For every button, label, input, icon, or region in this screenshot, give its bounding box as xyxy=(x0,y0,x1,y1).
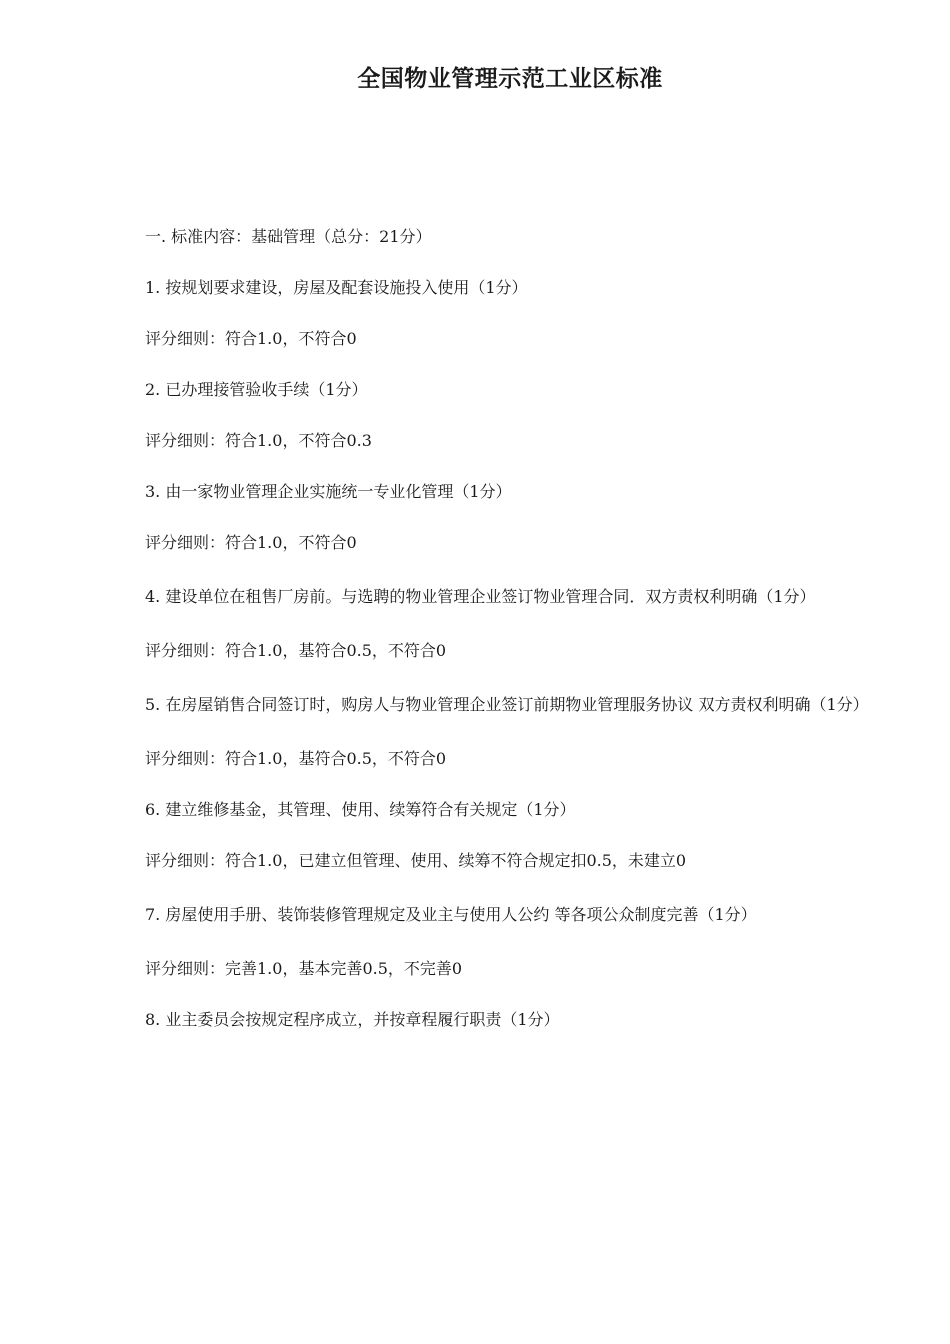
scoring-rule-6: 评分细则：符合1.0，已建立但管理、使用、续筹不符合规定扣0.5，未建立0 xyxy=(145,851,687,870)
standard-item-6: 6. 建立维修基金，其管理、使用、续筹符合有关规定（1分） xyxy=(145,800,576,819)
scoring-rule-3: 评分细则：符合1.0，不符合0 xyxy=(145,533,357,552)
standard-item-4: 4. 建设单位在租售厂房前。与选聘的物业管理企业签订物业管理合同．双方责权利明确（1分） xyxy=(145,587,816,606)
standard-item-5: 5. 在房屋销售合同签订时，购房人与物业管理企业签订前期物业管理服务协议 双方责权利明确（1分） xyxy=(145,695,869,714)
scoring-rule-7: 评分细则：完善1.0，基本完善0.5，不完善0 xyxy=(145,959,463,978)
standard-item-7: 7. 房屋使用手册、装饰装修管理规定及业主与使用人公约 等各项公众制度完善（1分） xyxy=(145,905,757,924)
scoring-rule-5: 评分细则：符合1.0，基符合0.5，不符合0 xyxy=(145,749,447,768)
standard-item-8: 8. 业主委员会按规定程序成立，并按章程履行职责（1分） xyxy=(145,1010,560,1029)
scoring-rule-2: 评分细则：符合1.0，不符合0.3 xyxy=(145,431,372,450)
standard-item-3: 3. 由一家物业管理企业实施统一专业化管理（1分） xyxy=(145,482,512,501)
standard-item-1: 1. 按规划要求建设，房屋及配套设施投入使用（1分） xyxy=(145,278,528,297)
document-title: 全国物业管理示范工业区标准 xyxy=(357,66,663,92)
section-heading: 一. 标准内容：基础管理（总分：21分） xyxy=(145,227,432,246)
standard-item-2: 2. 已办理接管验收手续（1分） xyxy=(145,380,368,399)
scoring-rule-4: 评分细则：符合1.0，基符合0.5，不符合0 xyxy=(145,641,447,660)
scoring-rule-1: 评分细则：符合1.0，不符合0 xyxy=(145,329,357,348)
document-body xyxy=(145,224,880,1033)
